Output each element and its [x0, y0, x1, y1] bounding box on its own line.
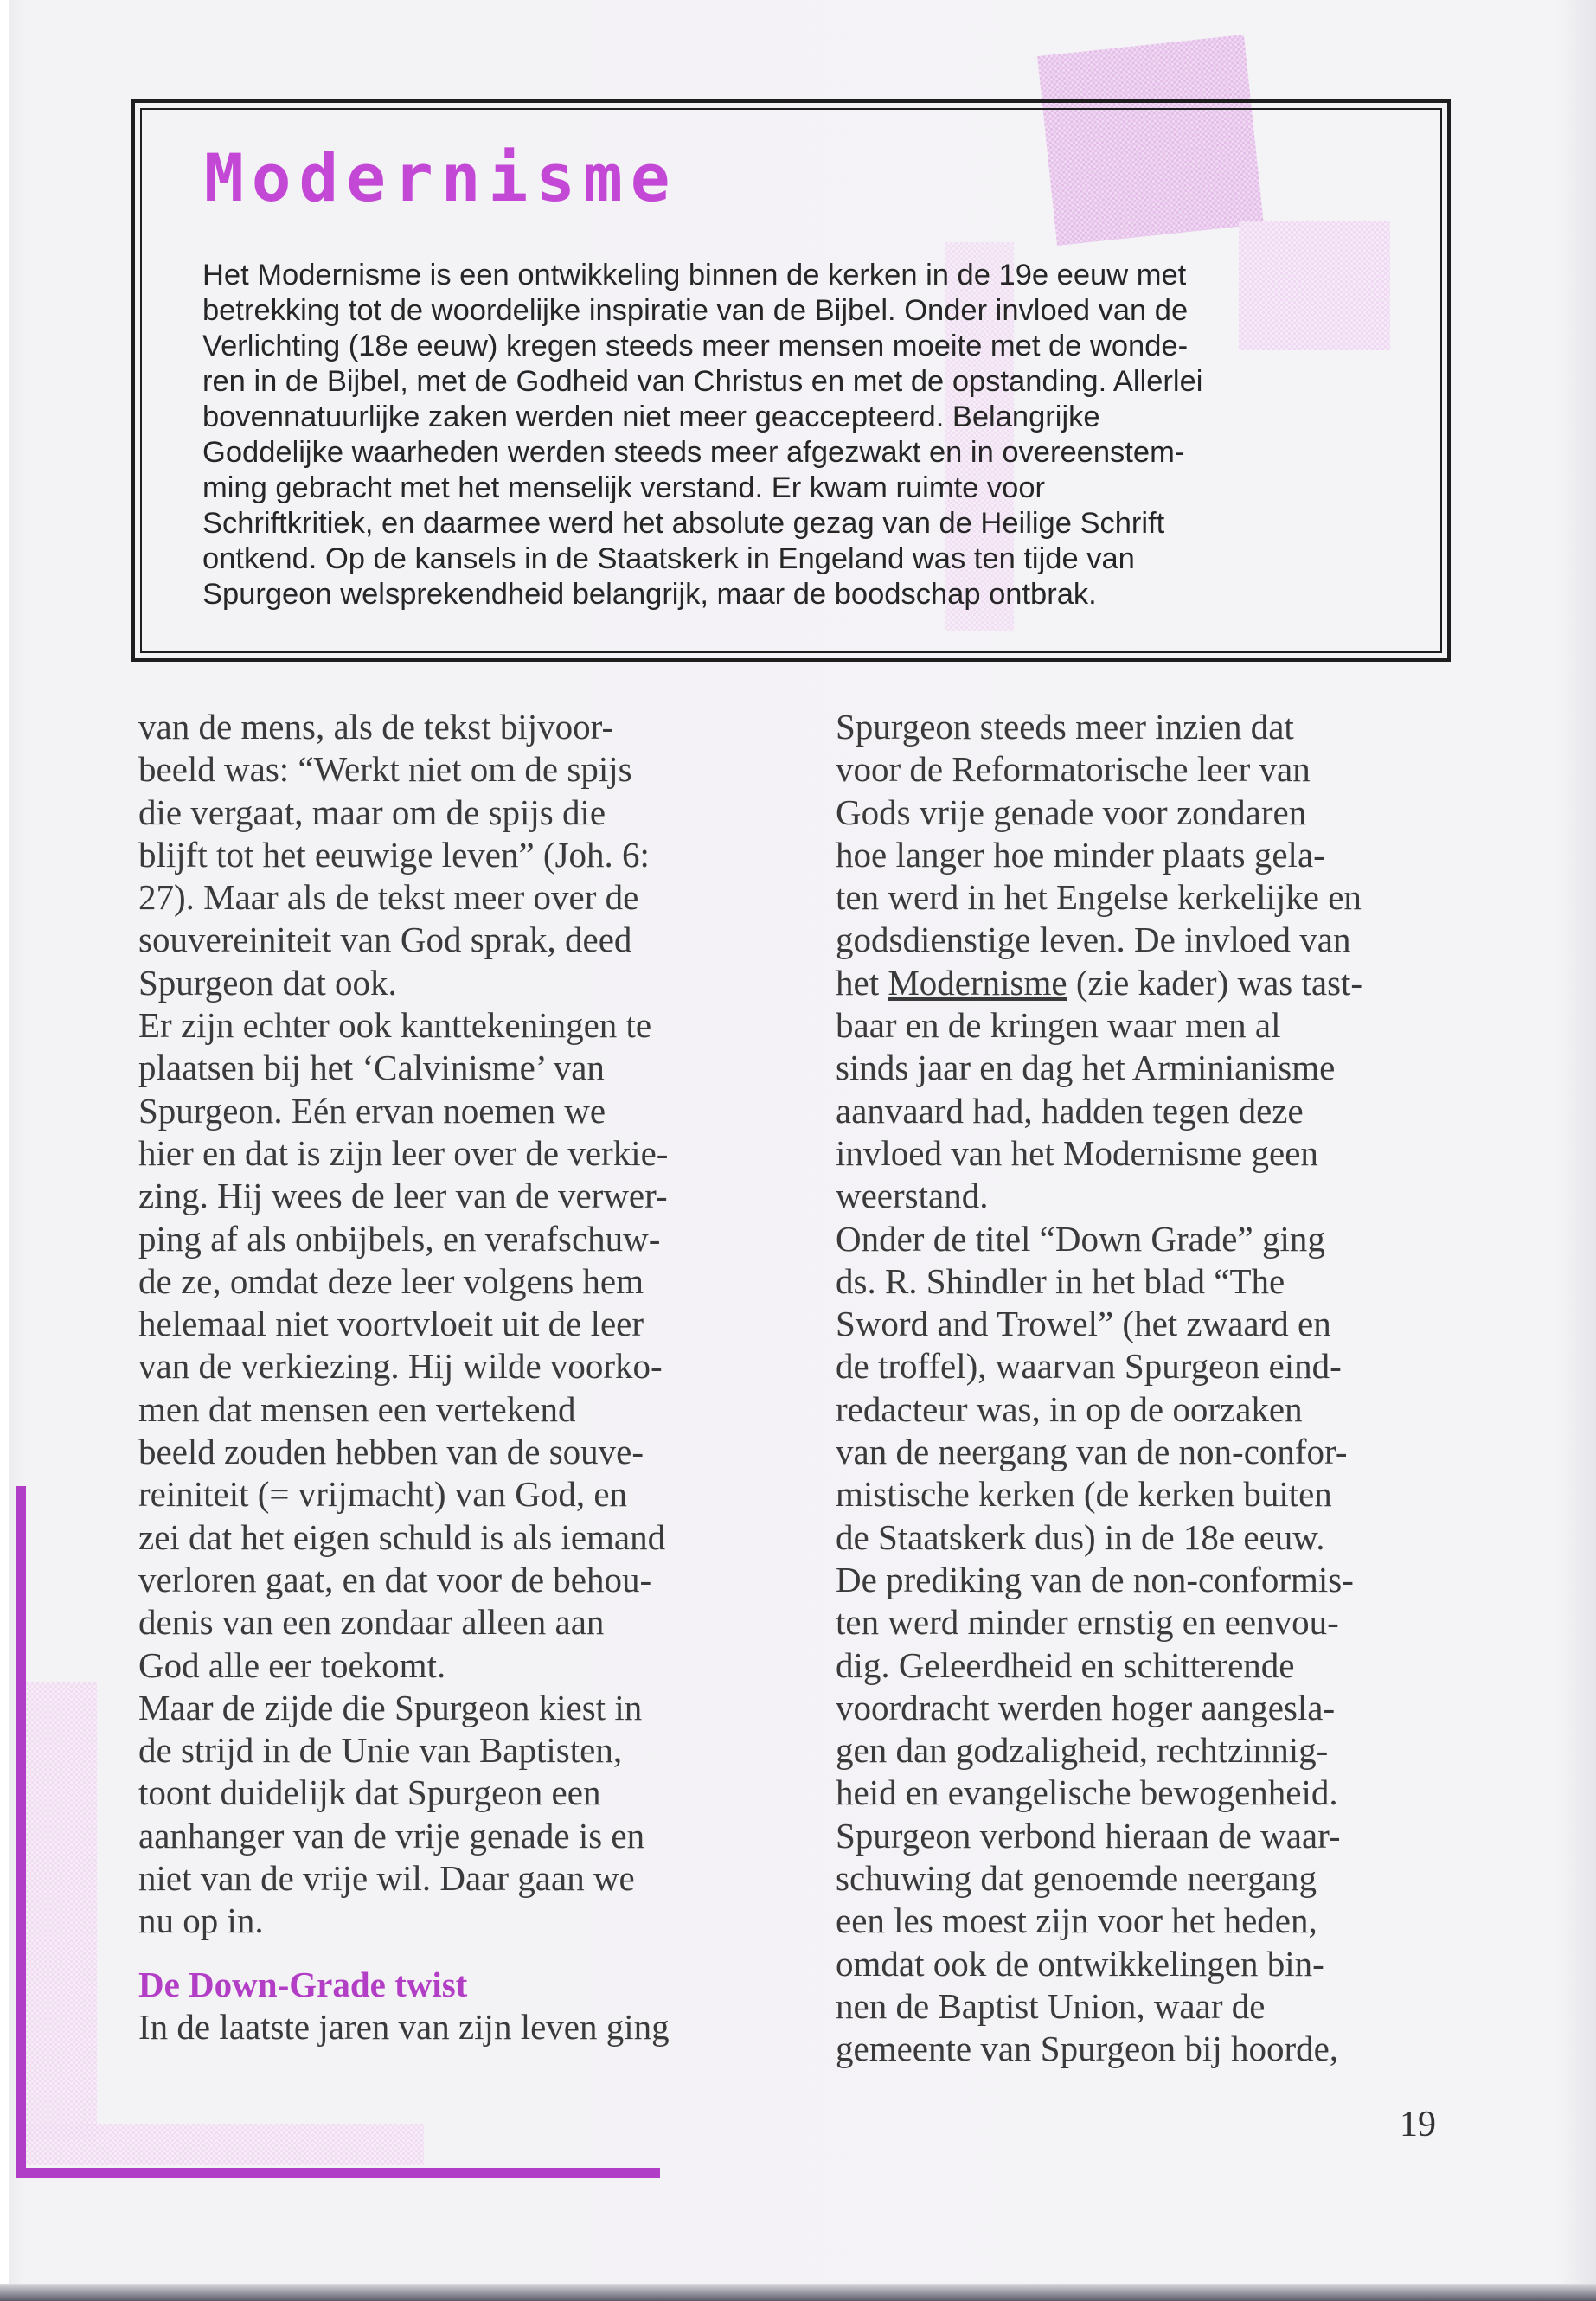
text-line: omdat ook de ontwikkelingen bin-	[836, 1943, 1324, 1984]
text-line: ten werd in het Engelse kerkelijke en	[836, 877, 1362, 918]
text-line: souvereiniteit van God sprak, deed	[138, 920, 632, 960]
text-line: een les moest zijn voor het heden,	[836, 1900, 1317, 1941]
text-line: men dat mensen een vertekend	[138, 1388, 576, 1429]
text-line: plaatsen bij het ‘Calvinisme’ van	[138, 1048, 605, 1088]
text-line: schuwing dat genoemde neergang	[836, 1858, 1317, 1899]
text-line: de troffel), waarvan Spurgeon eind-	[836, 1346, 1342, 1387]
box-line: Goddelijke waarheden werden steeds meer afgezwakt en in overeenstem-	[202, 436, 1185, 469]
corner-accent-vertical	[16, 1486, 26, 2178]
text-line: sinds jaar en dag het Arminianisme	[836, 1048, 1336, 1088]
page-number: 19	[1400, 2105, 1436, 2144]
decor-strip-left	[26, 1682, 97, 2141]
box-line: betrekking tot de woordelijke inspiratie van de Bijbel. Onder invloed van de	[202, 294, 1189, 327]
text-line: Er zijn echter ook kanttekeningen te	[138, 1005, 652, 1046]
text-line: hoe langer hoe minder plaats gela-	[836, 834, 1325, 875]
text-line: van de mens, als de tekst bijvoor-	[138, 707, 614, 747]
text-line: Spurgeon dat ook.	[138, 962, 397, 1003]
sidebar-box-text	[202, 258, 1396, 612]
text-line: zei dat het eigen schuld is als iemand	[138, 1516, 666, 1557]
text-line: Spurgeon verbond hieraan de waar-	[836, 1815, 1341, 1856]
text-line: beeld zouden hebben van de souve-	[138, 1432, 644, 1472]
text-line: blijft tot het eeuwige leven” (Joh. 6:	[138, 834, 650, 875]
decor-strip-bottom	[26, 2124, 424, 2165]
text-line: aanhanger van de vrije genade is en	[138, 1815, 645, 1856]
text-line: voordracht werden hoger aangesla-	[836, 1687, 1336, 1727]
text-line: heid en evangelische bewogenheid.	[836, 1772, 1338, 1813]
modernisme-reference-link[interactable]: Modernisme	[888, 962, 1067, 1003]
text-line: helemaal niet voortvloeit uit de leer	[138, 1304, 644, 1344]
text-line: mistische kerken (de kerken buiten	[836, 1474, 1332, 1515]
box-line: Het Modernisme is een ontwikkeling binnen de kerken in de 19e eeuw met	[202, 259, 1187, 292]
box-line: ming gebracht met het menselijk verstand. Er kwam ruimte voor	[202, 471, 1046, 504]
text-line: dig. Geleerdheid en schitterende	[836, 1644, 1295, 1685]
text-line: In de laatste jaren van zijn leven ging	[138, 2006, 670, 2047]
text-line: God alle eer toekomt.	[138, 1644, 446, 1685]
text-line: gen dan godzaligheid, rechtzinnig-	[836, 1730, 1329, 1771]
text-line: de Staatskerk dus) in de 18e eeuw.	[836, 1516, 1325, 1557]
box-line: Spurgeon welsprekendheid belangrijk, maar de boodschap ontbrak.	[202, 578, 1097, 611]
corner-accent-horizontal	[16, 2168, 660, 2178]
text-line: ten werd minder ernstig en eenvou-	[836, 1602, 1339, 1643]
text-fragment: het	[836, 962, 888, 1003]
text-line: De prediking van de non-conformis-	[836, 1559, 1354, 1599]
right-column	[836, 706, 1493, 2071]
box-line: bovennatuurlijke zaken werden niet meer geaccepteerd. Belangrijke	[202, 401, 1100, 433]
text-line-with-reference	[836, 962, 1493, 1004]
text-line: die vergaat, maar om de spijs die	[138, 792, 606, 832]
text-line: gemeente van Spurgeon bij hoorde,	[836, 2029, 1339, 2069]
text-line: redacteur was, in op de oorzaken	[836, 1388, 1303, 1429]
text-line: Spurgeon steeds meer inzien dat	[836, 707, 1294, 747]
section-heading: De Down-Grade twist	[138, 1964, 468, 2004]
text-line: Spurgeon. Eén ervan noemen we	[138, 1090, 606, 1131]
text-line: 27). Maar als de tekst meer over de	[138, 877, 639, 918]
text-line: aanvaard had, hadden tegen deze	[836, 1090, 1304, 1131]
text-line: van de neergang van de non-confor-	[836, 1432, 1348, 1472]
text-line: voor de Reformatorische leer van	[836, 749, 1311, 790]
text-line: de strijd in de Unie van Baptisten,	[138, 1730, 623, 1771]
text-line: baar en de kringen waar men al	[836, 1005, 1281, 1046]
text-line: niet van de vrije wil. Daar gaan we	[138, 1858, 635, 1899]
text-line: godsdienstige leven. De invloed van	[836, 920, 1351, 960]
box-line: ren in de Bijbel, met de Godheid van Christus en met de opstanding. Allerlei	[202, 365, 1203, 398]
text-line: de ze, omdat deze leer volgens hem	[138, 1260, 644, 1301]
text-line: reiniteit (= vrijmacht) van God, en	[138, 1474, 628, 1515]
box-line: Verlichting (18e eeuw) kregen steeds meer mensen moeite met de wonde-	[202, 330, 1189, 362]
text-fragment: (zie kader) was tast-	[1067, 962, 1363, 1003]
text-line: weerstand.	[836, 1176, 989, 1216]
text-line: Gods vrije genade voor zondaren	[836, 792, 1307, 832]
box-line: ontkend. Op de kansels in de Staatskerk in Engeland was ten tijde van	[202, 542, 1135, 575]
text-line: nu op in.	[138, 1900, 264, 1941]
text-line: beeld was: “Werkt niet om de spijs	[138, 749, 632, 790]
text-line: Maar de zijde die Spurgeon kiest in	[138, 1687, 643, 1727]
left-column	[138, 706, 796, 2048]
box-line: Schriftkritiek, en daarmee werd het absolute gezag van de Heilige Schrift	[202, 507, 1165, 540]
text-line: invloed van het Modernisme geen	[836, 1132, 1318, 1173]
text-line: nen de Baptist Union, waar de	[836, 1985, 1266, 2026]
sidebar-box-title: Modernisme	[204, 139, 678, 216]
page-spine	[0, 0, 9, 2301]
text-line: ds. R. Shindler in het blad “The	[836, 1260, 1285, 1301]
text-line: Sword and Trowel” (het zwaard en	[836, 1304, 1331, 1344]
text-line: denis van een zondaar alleen aan	[138, 1602, 605, 1643]
text-line: toont duidelijk dat Spurgeon een	[138, 1772, 601, 1813]
page-bottom-edge	[0, 2284, 1596, 2301]
text-line: hier en dat is zijn leer over de verkie-	[138, 1132, 669, 1173]
text-line: verloren gaat, en dat voor de behou-	[138, 1559, 652, 1599]
text-line: ping af als onbijbels, en verafschuw-	[138, 1218, 661, 1259]
text-line: van de verkiezing. Hij wilde voorko-	[138, 1346, 663, 1387]
text-line: Onder de titel “Down Grade” ging	[836, 1218, 1325, 1259]
text-line: zing. Hij wees de leer van de verwer-	[138, 1176, 668, 1216]
